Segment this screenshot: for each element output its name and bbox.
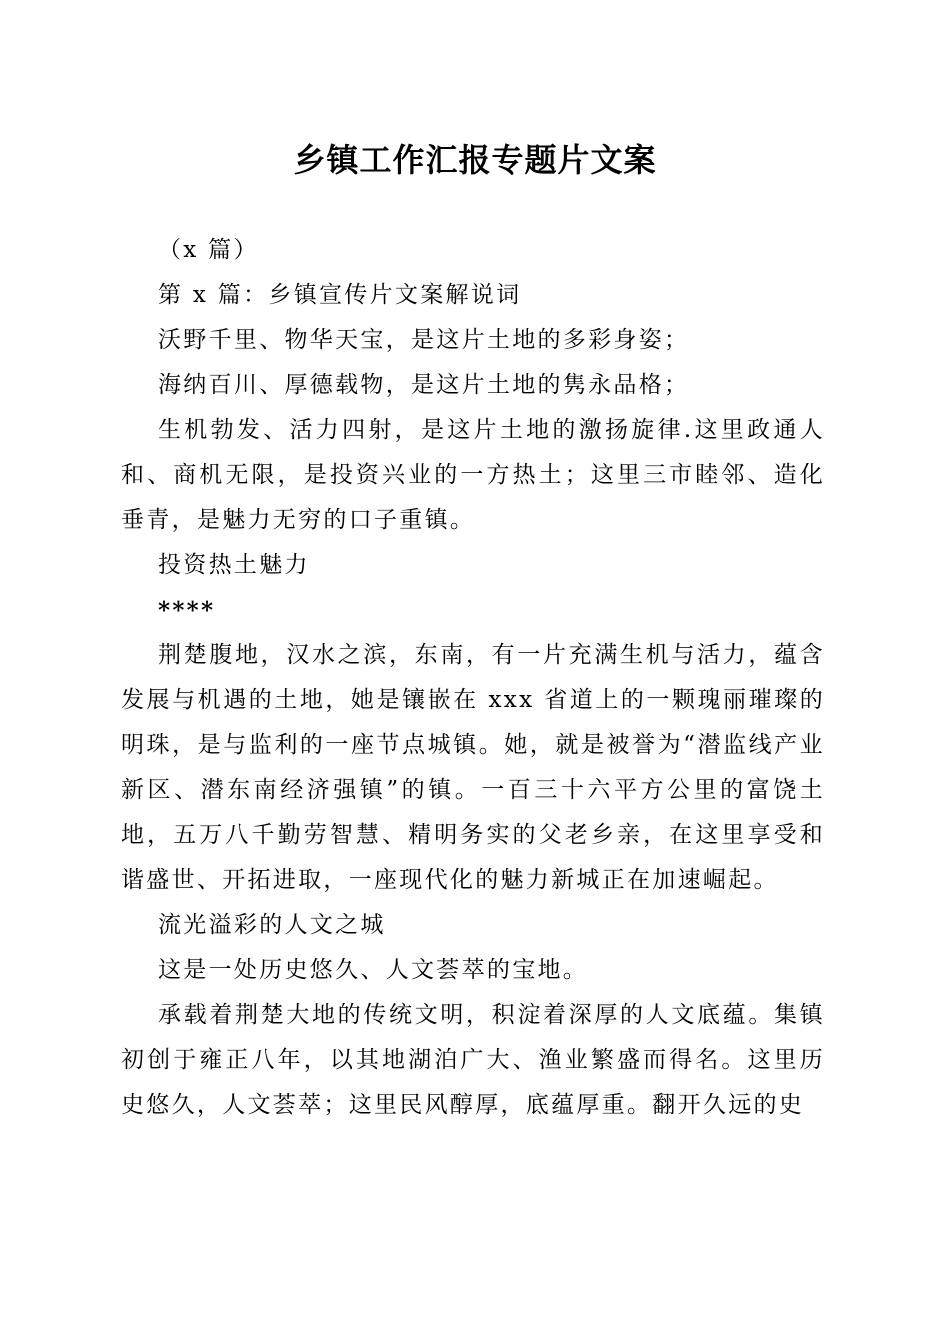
paragraph-line-2: 海纳百川、厚德载物，是这片土地的隽永品格； — [158, 372, 690, 398]
paragraph-line-1: 沃野千里、物华天宝，是这片土地的多彩身姿； — [158, 327, 690, 353]
paragraph-town-description: 荆楚腹地，汉水之滨，东南，有一片充满生机与活力，蕴含发展与机遇的土地，她是镶嵌在 xxx 省道上的一颗瑰丽璀璨的明珠，是与监利的一座节点城镇。她，就是被誉为“潜监线产业新区、潜东南经济强镇”的镇。一百三十六平方公里的富饶土地，五万八千勤劳智慧、精明务实的父老乡亲，在这里享受和谐盛世、开拓进取，一座现代化的魅力新城正在加速崛起。 — [121, 642, 825, 893]
paragraph-asterisks: **** — [158, 597, 216, 624]
paragraph-intro: 生机勃发、活力四射，是这片土地的激扬旋律.这里政通人和、商机无限，是投资兴业的一方热土；这里三市睦邻、造化垂青，是魅力无穷的口子重镇。 — [121, 417, 825, 533]
document-title: 乡镇工作汇报专题片文案 — [293, 141, 657, 179]
paragraph-subheading-culture: 流光溢彩的人文之城 — [158, 912, 386, 938]
document-body — [121, 228, 825, 1128]
paragraph-history: 承载着荆楚大地的传统文明，积淀着深厚的人文底蕴。集镇初创于雍正八年，以其地湖泊广大、渔业繁盛而得名。这里历史悠久，人文荟萃；这里民风醇厚，底蕴厚重。翻开久远的史 — [121, 1002, 825, 1118]
paragraph-culture-intro: 这是一处历史悠久、人文荟萃的宝地。 — [158, 957, 589, 983]
paragraph-part-label: （x 篇） — [158, 237, 259, 263]
paragraph-subheading-investment: 投资热土魅力 — [158, 552, 310, 578]
paragraph-section-heading: 第 x 篇：乡镇宣传片文案解说词 — [158, 282, 522, 308]
